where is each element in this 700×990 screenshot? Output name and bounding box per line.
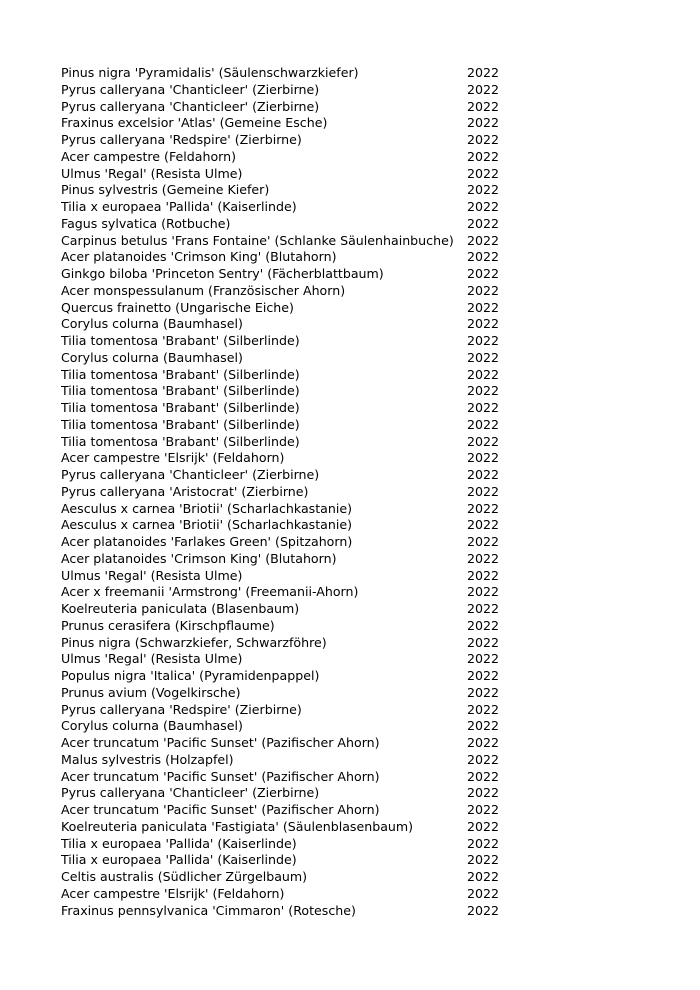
table-row xyxy=(61,132,521,149)
table-row xyxy=(61,233,521,250)
tree-species-name: Fraxinus pennsylvanica 'Cimmaron' (Rotesche) xyxy=(61,902,356,918)
table-row xyxy=(61,333,521,350)
tree-species-name: Pinus sylvestris (Gemeine Kiefer) xyxy=(61,182,270,198)
planting-year: 2022 xyxy=(467,316,500,332)
table-row xyxy=(61,350,521,367)
planting-year: 2022 xyxy=(467,215,500,231)
table-row xyxy=(61,400,521,417)
planting-year: 2022 xyxy=(467,634,500,650)
tree-species-name: Tilia x europaea 'Pallida' (Kaiserlinde) xyxy=(61,835,297,851)
table-row xyxy=(61,769,521,786)
planting-year: 2022 xyxy=(467,684,500,700)
planting-year: 2022 xyxy=(467,818,500,834)
planting-year: 2022 xyxy=(467,199,500,214)
tree-species-name: Fraxinus excelsior 'Atlas' (Gemeine Esche) xyxy=(61,115,328,131)
tree-species-name: Ulmus 'Regal' (Resista Ulme) xyxy=(61,567,243,583)
tree-species-name: Prunus avium (Vogelkirsche) xyxy=(61,684,241,700)
planting-year: 2022 xyxy=(467,534,500,549)
planting-year: 2022 xyxy=(467,835,500,851)
tree-species-name: Pyrus calleryana 'Redspire' (Zierbirne) xyxy=(61,701,302,717)
table-row xyxy=(61,551,521,568)
tree-species-name: Ginkgo biloba 'Princeton Sentry' (Fächerblattbaum) xyxy=(61,266,384,281)
table-row xyxy=(61,651,521,668)
table-row xyxy=(61,249,521,266)
table-row xyxy=(61,266,521,283)
table-row xyxy=(61,886,521,903)
planting-year: 2022 xyxy=(467,81,500,97)
planting-year: 2022 xyxy=(467,182,500,198)
planting-year: 2022 xyxy=(467,65,500,80)
planting-year: 2022 xyxy=(467,785,500,801)
table-row xyxy=(61,635,521,652)
planting-year: 2022 xyxy=(467,601,500,616)
table-row xyxy=(61,216,521,233)
planting-year: 2022 xyxy=(467,450,500,466)
tree-species-name: Acer truncatum 'Pacific Sunset' (Pazifischer Ahorn) xyxy=(61,768,380,784)
tree-species-name: Tilia tomentosa 'Brabant' (Silberlinde) xyxy=(61,400,300,415)
planting-year: 2022 xyxy=(467,349,500,365)
planting-year: 2022 xyxy=(467,768,500,784)
tree-species-name: Malus sylvestris (Holzapfel) xyxy=(61,751,234,767)
table-row xyxy=(61,166,521,183)
tree-species-name: Tilia tomentosa 'Brabant' (Silberlinde) xyxy=(61,416,300,432)
tree-species-name: Tilia tomentosa 'Brabant' (Silberlinde) xyxy=(61,383,300,399)
planting-year: 2022 xyxy=(467,651,500,667)
tree-species-name: Corylus colurna (Baumhasel) xyxy=(61,316,243,332)
planting-year: 2022 xyxy=(467,299,500,315)
table-row xyxy=(61,568,521,585)
planting-year: 2022 xyxy=(467,802,500,817)
planting-year: 2022 xyxy=(467,617,500,633)
tree-species-name: Tilia x europaea 'Pallida' (Kaiserlinde) xyxy=(61,199,297,214)
tree-species-name: Ulmus 'Regal' (Resista Ulme) xyxy=(61,165,243,181)
tree-species-name: Fagus sylvatica (Rotbuche) xyxy=(61,215,231,231)
tree-list-table xyxy=(61,65,521,919)
tree-species-name: Acer x freemanii 'Armstrong' (Freemanii-Ahorn) xyxy=(61,584,359,600)
planting-year: 2022 xyxy=(467,567,500,583)
tree-species-name: Aesculus x carnea 'Briotii' (Scharlachkastanie) xyxy=(61,500,353,516)
tree-species-name: Acer campestre 'Elsrijk' (Feldahorn) xyxy=(61,885,285,901)
tree-species-name: Acer campestre (Feldahorn) xyxy=(61,148,237,164)
table-row xyxy=(61,735,521,752)
planting-year: 2022 xyxy=(467,132,500,147)
table-row xyxy=(61,283,521,300)
planting-year: 2022 xyxy=(467,266,500,281)
planting-year: 2022 xyxy=(467,902,500,918)
table-row xyxy=(61,65,521,82)
table-row xyxy=(61,752,521,769)
table-row xyxy=(61,819,521,836)
planting-year: 2022 xyxy=(467,718,500,734)
table-row xyxy=(61,584,521,601)
tree-species-name: Pinus nigra 'Pyramidalis' (Säulenschwarzkiefer) xyxy=(61,65,359,80)
planting-year: 2022 xyxy=(467,751,500,767)
planting-year: 2022 xyxy=(467,416,500,432)
planting-year: 2022 xyxy=(467,500,500,516)
tree-species-name: Pyrus calleryana 'Chanticleer' (Zierbirne) xyxy=(61,81,320,97)
table-row xyxy=(61,618,521,635)
table-row xyxy=(61,115,521,132)
table-row xyxy=(61,149,521,166)
table-row xyxy=(61,685,521,702)
table-row xyxy=(61,484,521,501)
table-row xyxy=(61,517,521,534)
tree-species-name: Populus nigra 'Italica' (Pyramidenpappel) xyxy=(61,668,320,683)
table-row xyxy=(61,99,521,116)
tree-species-name: Acer platanoides 'Crimson King' (Blutahorn) xyxy=(61,550,337,566)
table-row xyxy=(61,467,521,484)
tree-species-name: Pinus nigra (Schwarzkiefer, Schwarzföhre) xyxy=(61,634,327,650)
table-row xyxy=(61,785,521,802)
table-row xyxy=(61,601,521,618)
planting-year: 2022 xyxy=(467,701,500,717)
planting-year: 2022 xyxy=(467,232,500,248)
table-row xyxy=(61,852,521,869)
tree-species-name: Pyrus calleryana 'Chanticleer' (Zierbirne) xyxy=(61,98,320,114)
table-row xyxy=(61,836,521,853)
tree-species-name: Tilia tomentosa 'Brabant' (Silberlinde) xyxy=(61,366,300,382)
tree-species-name: Koelreuteria paniculata 'Fastigiata' (Säulenblasenbaum) xyxy=(61,818,414,834)
table-row xyxy=(61,367,521,384)
table-row xyxy=(61,434,521,451)
tree-species-name: Pyrus calleryana 'Chanticleer' (Zierbirne) xyxy=(61,467,320,482)
tree-species-name: Aesculus x carnea 'Briotii' (Scharlachkastanie) xyxy=(61,517,353,533)
planting-year: 2022 xyxy=(467,400,500,415)
tree-species-name: Koelreuteria paniculata (Blasenbaum) xyxy=(61,601,300,616)
planting-year: 2022 xyxy=(467,550,500,566)
tree-species-name: Pyrus calleryana 'Redspire' (Zierbirne) xyxy=(61,132,302,147)
tree-species-name: Quercus frainetto (Ungarische Eiche) xyxy=(61,299,294,315)
table-row xyxy=(61,300,521,317)
table-row xyxy=(61,534,521,551)
planting-year: 2022 xyxy=(467,584,500,600)
tree-species-name: Pyrus calleryana 'Chanticleer' (Zierbirne) xyxy=(61,785,320,801)
tree-species-name: Acer monspessulanum (Französischer Ahorn) xyxy=(61,282,346,298)
table-row xyxy=(61,501,521,518)
planting-year: 2022 xyxy=(467,366,500,382)
table-row xyxy=(61,668,521,685)
planting-year: 2022 xyxy=(467,885,500,901)
table-row xyxy=(61,316,521,333)
table-row xyxy=(61,869,521,886)
table-row xyxy=(61,417,521,434)
tree-species-name: Acer platanoides 'Farlakes Green' (Spitzahorn) xyxy=(61,534,353,549)
planting-year: 2022 xyxy=(467,282,500,298)
planting-year: 2022 xyxy=(467,333,500,348)
tree-species-name: Prunus cerasifera (Kirschpflaume) xyxy=(61,617,275,633)
table-row xyxy=(61,450,521,467)
table-row xyxy=(61,199,521,216)
tree-species-name: Celtis australis (Südlicher Zürgelbaum) xyxy=(61,869,308,884)
planting-year: 2022 xyxy=(467,852,500,868)
tree-species-name: Ulmus 'Regal' (Resista Ulme) xyxy=(61,651,243,667)
table-row xyxy=(61,182,521,199)
tree-species-name: Acer campestre 'Elsrijk' (Feldahorn) xyxy=(61,450,285,466)
tree-species-name: Acer platanoides 'Crimson King' (Blutahorn) xyxy=(61,249,337,265)
planting-year: 2022 xyxy=(467,98,500,114)
table-row xyxy=(61,718,521,735)
table-row xyxy=(61,702,521,719)
planting-year: 2022 xyxy=(467,483,500,499)
tree-species-name: Corylus colurna (Baumhasel) xyxy=(61,718,243,734)
tree-species-name: Tilia tomentosa 'Brabant' (Silberlinde) xyxy=(61,433,300,449)
planting-year: 2022 xyxy=(467,433,500,449)
planting-year: 2022 xyxy=(467,249,500,265)
tree-species-name: Pyrus calleryana 'Aristocrat' (Zierbirne) xyxy=(61,483,309,499)
tree-species-name: Acer truncatum 'Pacific Sunset' (Pazifischer Ahorn) xyxy=(61,735,380,750)
tree-species-name: Carpinus betulus 'Frans Fontaine' (Schlanke Säulenhainbuche) xyxy=(61,232,454,248)
table-row xyxy=(61,802,521,819)
planting-year: 2022 xyxy=(467,165,500,181)
planting-year: 2022 xyxy=(467,467,500,482)
planting-year: 2022 xyxy=(467,735,500,750)
table-row xyxy=(61,383,521,400)
planting-year: 2022 xyxy=(467,869,500,884)
table-row xyxy=(61,903,521,920)
tree-species-name: Tilia tomentosa 'Brabant' (Silberlinde) xyxy=(61,333,300,348)
table-row xyxy=(61,82,521,99)
tree-species-name: Corylus colurna (Baumhasel) xyxy=(61,349,243,365)
planting-year: 2022 xyxy=(467,115,500,131)
tree-species-name: Acer truncatum 'Pacific Sunset' (Pazifischer Ahorn) xyxy=(61,802,380,817)
planting-year: 2022 xyxy=(467,148,500,164)
tree-species-name: Tilia x europaea 'Pallida' (Kaiserlinde) xyxy=(61,852,297,868)
planting-year: 2022 xyxy=(467,668,500,683)
planting-year: 2022 xyxy=(467,517,500,533)
planting-year: 2022 xyxy=(467,383,500,399)
